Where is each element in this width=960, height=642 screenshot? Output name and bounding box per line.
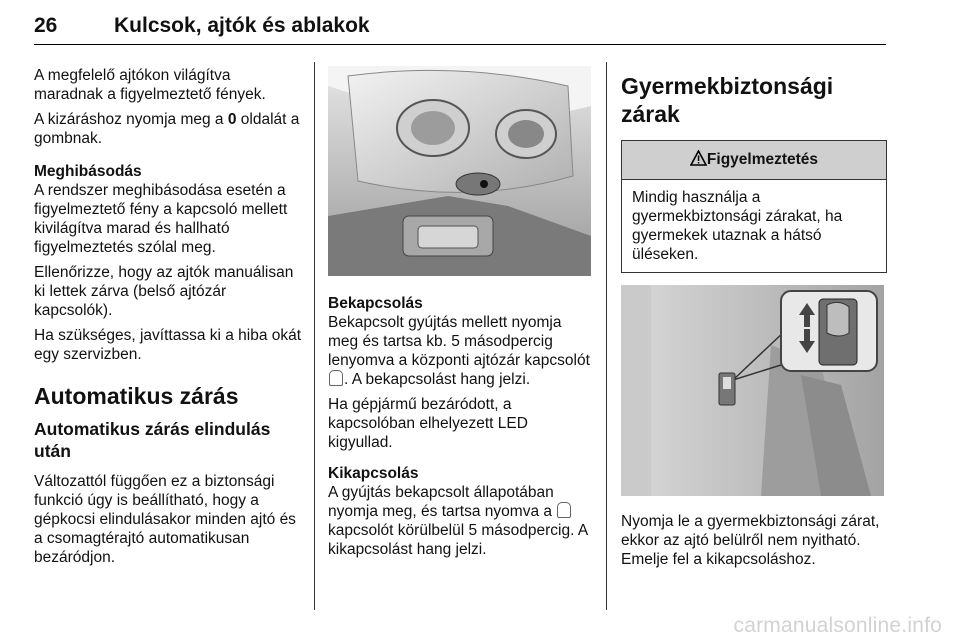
- warning-header: [622, 141, 886, 180]
- column-middle: [328, 66, 592, 565]
- automatic-locking-heading: Automatikus zárás: [34, 383, 239, 409]
- column-right: [621, 68, 887, 575]
- warning-text: Mindig használja a gyermekbiztonsági zárakat, ha gyermekek utaznak a hátsó üléseken.: [632, 189, 843, 263]
- lock-switch-icon-2: [557, 502, 571, 518]
- malfunction-paragraph-3: Ha szükséges, javíttassa ki a hiba okát egy szervizben.: [34, 327, 302, 363]
- column-left: [34, 66, 302, 573]
- zero-symbol: 0: [227, 111, 237, 128]
- malfunction-heading: Meghibásodás: [34, 163, 142, 180]
- child-lock-caption: Nyomja le a gyermekbiztonsági zárat, ekkor az ajtó belülről nem nyitható. Emelje fel a kikapcsoláshoz.: [621, 513, 880, 568]
- automatic-locking-paragraph: Változattól függően ez a biztonsági funkció úgy is beállítható, hogy a gépkocsi elindulásakor minden ajtó és a csomagtérajtó automatikusan bezáródjon.: [34, 473, 296, 566]
- column-divider-2: [606, 62, 607, 610]
- warning-body: [622, 180, 886, 272]
- chapter-title: Kulcsok, ajtók és ablakok: [114, 14, 370, 37]
- child-lock-photo: [621, 285, 884, 496]
- deactivation-heading: Kikapcsolás: [328, 465, 419, 482]
- activation-paragraph-2: Ha gépjármű bezáródott, a kapcsolóban elhelyezett LED kigyullad.: [328, 396, 528, 451]
- warning-lights-paragraph: A megfelelő ajtókon világítva maradnak a figyelmeztető fények.: [34, 67, 266, 103]
- malfunction-paragraph-2: Ellenőrizze, hogy az ajtók manuálisan ki lettek zárva (belső ajtózár kapcsolók).: [34, 264, 294, 319]
- unlock-paragraph: A kizáráshoz nyomja meg a 0 oldalát a gombnak.: [34, 111, 300, 147]
- lock-switch-icon: [329, 370, 343, 386]
- automatic-locking-subheading: Automatikus zárás elindulás után: [34, 419, 271, 461]
- deactivation-paragraph: A gyújtás bekapcsolt állapotában nyomja meg, és tartsa nyomva a kapcsolót körülbelül 5 másodpercig. A kikapcsolást hang jelzi.: [328, 484, 588, 558]
- roof-console-photo: [328, 66, 591, 276]
- column-divider-1: [314, 62, 315, 610]
- activation-heading: Bekapcsolás: [328, 295, 423, 312]
- page-number: 26: [34, 14, 58, 37]
- page-header: [34, 6, 886, 45]
- warning-box: [621, 140, 887, 273]
- child-locks-heading: Gyermekbiztonsági zárak: [621, 73, 834, 127]
- activation-paragraph-1: Bekapcsolt gyújtás mellett nyomja meg és tartsa kb. 5 másodpercig lenyomva a központi ajtózár kapcsolót . A bekapcsolást hang jelzi.: [328, 314, 590, 388]
- warning-triangle-icon: [690, 150, 707, 166]
- malfunction-paragraph-1: A rendszer meghibásodása esetén a figyelmeztető fény a kapcsoló mellett kivilágítva marad és hallható figyelmeztetés szólal meg.: [34, 182, 288, 256]
- warning-title: Figyelmeztetés: [706, 151, 819, 168]
- watermark: carmanualsonline.info: [733, 614, 942, 637]
